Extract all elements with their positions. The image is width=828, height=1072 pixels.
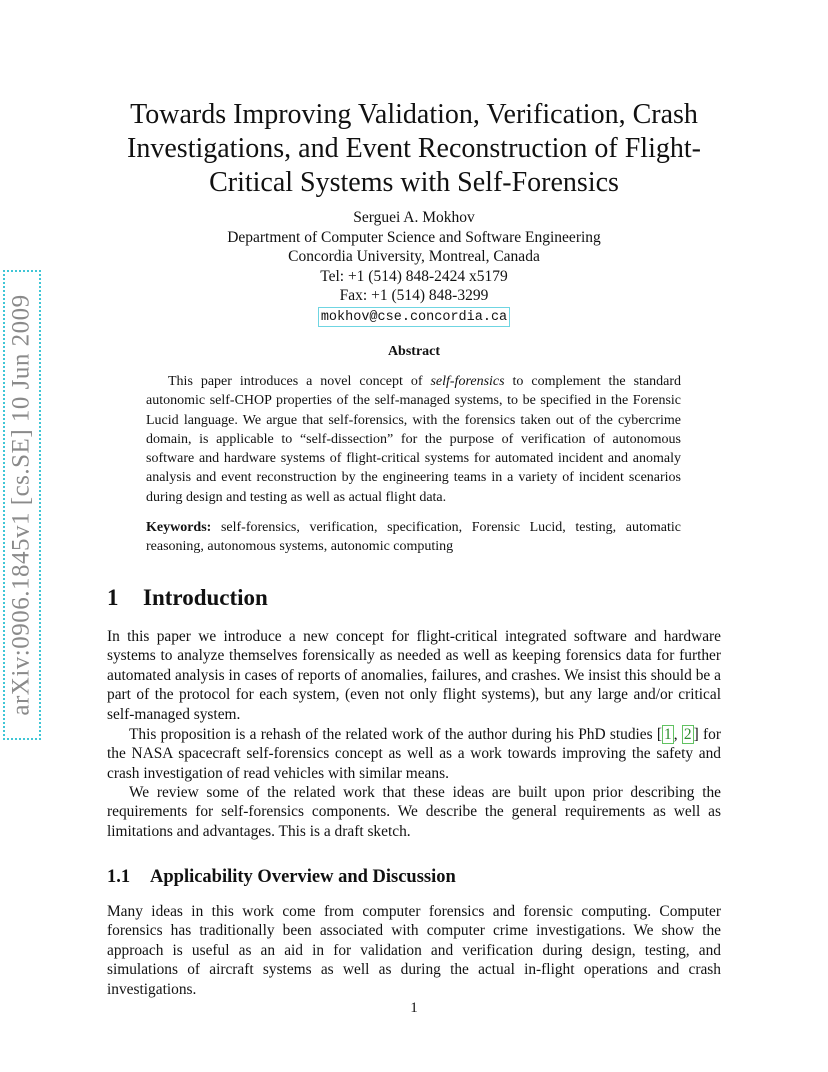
subsection-number: 1.1 — [107, 867, 131, 887]
intro-paragraph-1: In this paper we introduce a new concept for flight-critical integrated software and hardware systems to analyze themselves forensically as needed as well as keeping forensics data for further automated analysis in cases of reports of anomalies, failures, and crashes. We insist this should be a part of the protocol for each system, (even not only flight systems), but any large and/or critical self-managed system. — [107, 628, 721, 723]
section-heading — [107, 585, 268, 611]
paper-title: Towards Improving Validation, Verification, Crash Investigations, and Event Reconstruction of Flight-Critical Systems with Self-Forensics — [127, 99, 701, 198]
author-university: Concordia University, Montreal, Canada — [288, 248, 540, 265]
keywords-label: Keywords: — [146, 520, 212, 535]
subsection-title: Applicability Overview and Discussion — [150, 867, 456, 887]
citation-link-1[interactable]: 1 — [664, 726, 672, 743]
subsection-paragraph-1: Many ideas in this work come from computer forensics and forensic computing. Computer forensics has traditionally been associated with computer crime investigations. We show the approach is useful as an aid in for validation and verification during design, testing, and simulations of aircraft systems as well as during the actual in-flight operations and crash investigations. — [107, 903, 721, 998]
keywords — [146, 518, 681, 557]
intro-paragraph-3: We review some of the related work that these ideas are built upon prior describing the requirements for self-forensics components. We describe the general requirements as well as limitations and advantages. This is a draft sketch. — [107, 784, 721, 840]
author-name: Serguei A. Mokhov — [353, 209, 475, 226]
abstract-text-rest: to complement the standard autonomic self-CHOP properties of the self-managed systems, to be specified in the Forensic Lucid language. We argue that self-forensics, with the forensics taken out of the cybercrime domain, is applicable to “self-dissection” for the purpose of verification of autonomous software and hardware systems of flight-critical systems for automated incident and anomaly analysis and event reconstruction by the engineering teams in a variety of incident scenarios during design and testing as well as actual flight data. — [146, 374, 682, 505]
arxiv-identifier-stamp — [3, 270, 41, 740]
subsection-heading — [107, 867, 456, 888]
author-block — [100, 208, 728, 327]
keywords-text: self-forensics, verification, specification, Forensic Lucid, testing, automatic reasoning, autonomous systems, autonomic computing — [146, 520, 681, 555]
citation-separator: , — [673, 726, 682, 743]
section-number: 1 — [107, 585, 119, 610]
arxiv-identifier-text: arXiv:0906.1845v1 [cs.SE] 10 Jun 2009 — [8, 294, 35, 716]
author-email-link[interactable] — [318, 307, 510, 327]
page-number: 1 — [410, 1000, 418, 1016]
citation-link-2[interactable]: 2 — [683, 726, 692, 743]
author-tel: Tel: +1 (514) 848-2424 x5179 — [320, 267, 508, 285]
author-email: mokhov@cse.concordia.ca — [320, 309, 508, 325]
abstract-term: self-forensics — [430, 374, 505, 389]
abstract-text-start: This paper introduces a novel concept of — [168, 374, 431, 389]
abstract-body — [146, 372, 681, 507]
section-title: Introduction — [143, 585, 268, 610]
intro-paragraph-2-end: ] for the NASA spacecraft self-forensics concept as well as a work towards improving the safety and crash investigation of read vehicles with similar means. — [107, 726, 721, 782]
intro-paragraph-2 — [107, 725, 721, 783]
author-fax: Fax: +1 (514) 848-3299 — [339, 287, 489, 304]
author-department: Department of Computer Science and Software Engineering — [227, 228, 601, 246]
intro-paragraph-2-start: This proposition is a rehash of the related work of the author during his PhD studies [ — [129, 726, 663, 743]
abstract-heading: Abstract — [387, 344, 441, 359]
